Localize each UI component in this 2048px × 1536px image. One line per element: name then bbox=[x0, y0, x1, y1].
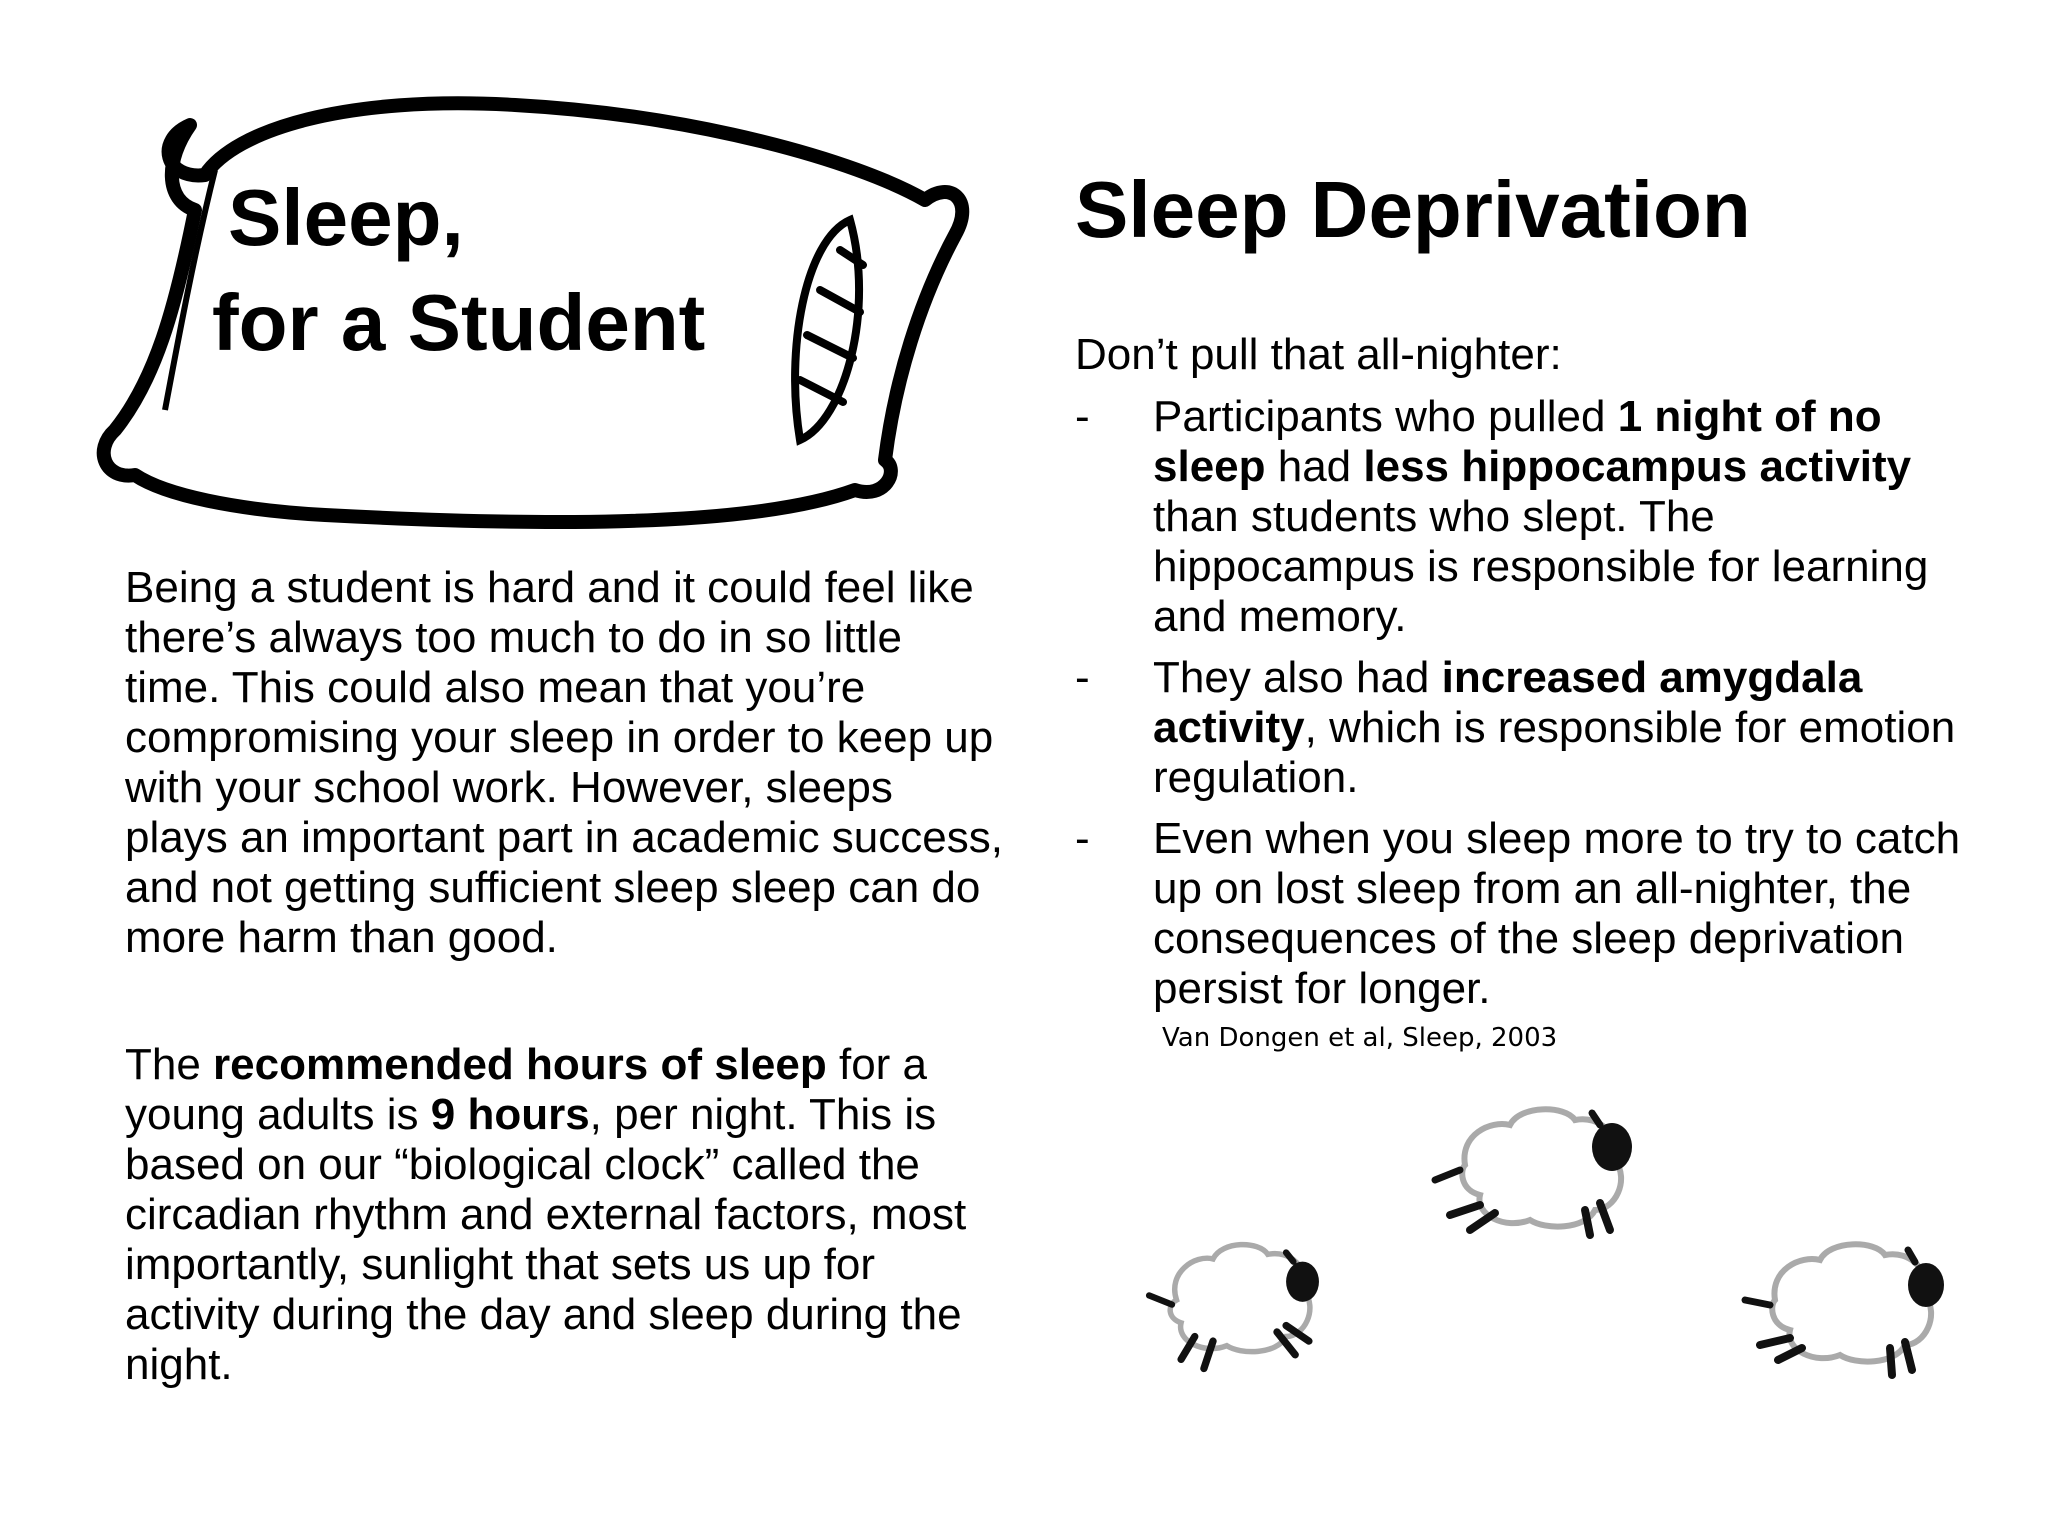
bullet-dash: - bbox=[1075, 653, 1090, 702]
text-segment: , per night. This is based on our “biological clock” called the circadian rhythm and external factors, most importantly, sunlight that sets us up for activity during the day and sleep during the night. bbox=[125, 1090, 967, 1389]
intro-paragraph: Being a student is hard and it could feel like there’s always too much to do in so little time. This could also mean that you’re compromising your sleep in order to keep up with your school work. However, sleeps plays an important part in academic success, and not getting sufficient sleep sleep can do more harm than good. bbox=[125, 563, 1003, 962]
text-segment: Even when you sleep more to try to catch up on lost sleep from an all-nighter, the consequences of the sleep deprivation persist for longer. bbox=[1153, 814, 1961, 1013]
bullet-dash: - bbox=[1075, 392, 1090, 441]
text-segment: than students who slept. The hippocampus is responsible for learning and memory. bbox=[1153, 492, 1929, 641]
text-segment: for a young adults is bbox=[125, 1040, 928, 1139]
page-title-line-2: for a Student bbox=[212, 278, 706, 367]
page-title-line-1: Sleep, bbox=[228, 173, 464, 262]
text-segment: had bbox=[1265, 442, 1364, 491]
sheep-icon bbox=[1140, 1210, 1350, 1390]
list-item bbox=[1075, 653, 1975, 803]
emphasis-text: recommended hours of sleep bbox=[213, 1040, 827, 1089]
text-segment: Participants who pulled bbox=[1153, 392, 1618, 441]
emphasis-text: 9 hours bbox=[430, 1090, 590, 1139]
emphasis-text: less hippocampus activity bbox=[1363, 442, 1912, 491]
lead-text: Don’t pull that all-nighter: bbox=[1075, 330, 1562, 379]
sheep-icon bbox=[1730, 1220, 1960, 1400]
list-item bbox=[1075, 814, 1975, 1014]
text-segment: The bbox=[125, 1040, 214, 1089]
emphasis-text: 1 night of no sleep bbox=[1153, 392, 1882, 491]
citation: Van Dongen et al, Sleep, 2003 bbox=[1162, 1023, 1558, 1053]
section-heading: Sleep Deprivation bbox=[1075, 165, 1751, 254]
text-segment: They also had bbox=[1153, 653, 1442, 702]
emphasis-text: increased amygdala activity bbox=[1153, 653, 1863, 752]
text-segment: , which is responsible for emotion regulation. bbox=[1153, 703, 1956, 802]
recommendation-paragraph bbox=[125, 1040, 1005, 1390]
sheep-icon bbox=[1420, 1085, 1650, 1265]
bullet-list bbox=[1075, 392, 1975, 1025]
list-item bbox=[1075, 392, 1975, 642]
bullet-dash: - bbox=[1075, 814, 1090, 863]
